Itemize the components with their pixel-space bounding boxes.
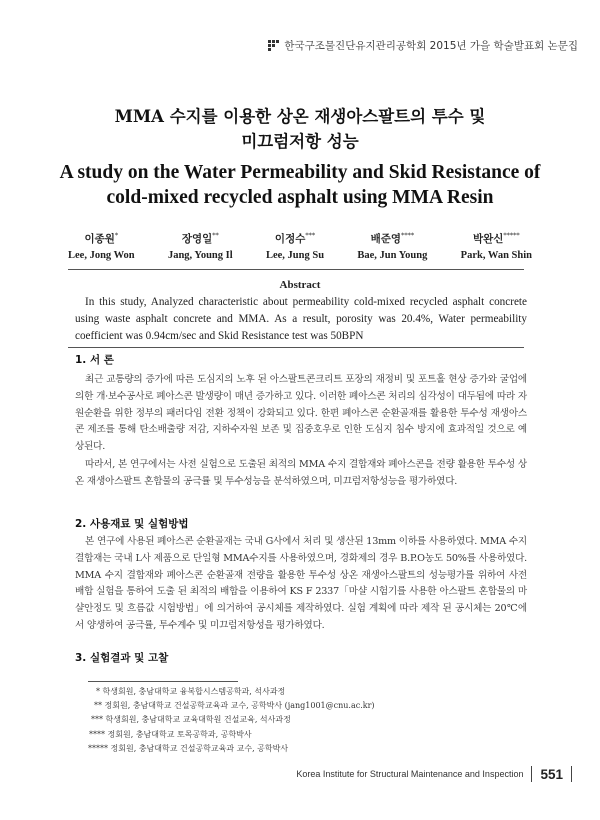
footnote bbox=[88, 699, 408, 713]
section-heading-materials-methods: 2. 사용재료 및 실험방법 bbox=[75, 518, 189, 530]
footnote-text: 학생회원, 충남대학교 교육대학원 건설교육, 석사과정 bbox=[105, 715, 291, 725]
footer-divider bbox=[571, 766, 572, 782]
paragraph: 본 연구에 사용된 폐아스콘 순환골재는 국내 G사에서 처리 및 생산된 13mm 이하를 사용하였다. MMA 수지 결합재는 국내 L사 제품으로 단일형 MMA수지를 사용하였으며, 경화제의 경우 B.P.O농도 50%를 사용하였다. MMA 수지 결합재와 폐아스콘 순환골재 전량을 활용한 투수성 상온 재생아스팔트의 성능평가를 위하여 사전 배합 실험을 통하여 도출 된 최적의 배합을 이용하여 KS F 2337「마샬 시험기를 사용한 아스팔트 혼합물의 마샬안정도 및 흐름값 시험방법」에 의거하여 공시체를 제작하였다. 실험 계획에 따라 제작 된 공시체는 20℃에서 양생하여 공극률, 투수계수 및 미끄럼저항성을 평가하였다. bbox=[75, 536, 527, 631]
paragraph: 따라서, 본 연구에서는 사전 실험으로 도출된 최적의 MMA 수지 결합재와 폐아스콘을 전량 활용한 투수성 상온 재생아스팔트 혼합물의 공극률 및 투수성능을 분석하였으며, 미끄럼저항성능을 평가하였다. bbox=[75, 459, 527, 487]
footer-institute: Korea Institute for Structural Maintenance and Inspection bbox=[296, 769, 524, 779]
section-heading-results: 3. 실험결과 및 고찰 bbox=[75, 652, 169, 664]
section-heading-introduction: 1. 서 론 bbox=[75, 354, 114, 366]
footnote bbox=[88, 685, 408, 699]
title-english-line-1: A study on the Water Permeability and Skid Resistance of bbox=[59, 162, 541, 183]
author-mark: *** bbox=[305, 231, 316, 240]
dots-logo-icon bbox=[268, 40, 280, 52]
author-name-en: Lee, Jung Su bbox=[265, 250, 325, 261]
author-name-ko: 이정수 bbox=[274, 233, 306, 245]
author bbox=[266, 231, 324, 261]
footnote bbox=[88, 728, 408, 742]
footnote-mark: * bbox=[96, 687, 100, 696]
footnote-mark: ***** bbox=[88, 743, 108, 753]
footnote-mark: ** bbox=[94, 701, 102, 711]
author-name-en: Bae, Jun Young bbox=[357, 250, 428, 261]
author-name-ko: 박완신 bbox=[472, 233, 504, 245]
footnote-text: 학생회원, 충남대학교 융복합시스템공학과, 석사과정 bbox=[102, 687, 286, 696]
author bbox=[168, 231, 233, 261]
abstract-divider bbox=[68, 347, 524, 348]
author-name-en: Lee, Jong Won bbox=[68, 250, 135, 261]
footnote-rule bbox=[88, 681, 238, 682]
footnote bbox=[88, 742, 408, 756]
footer-divider bbox=[531, 766, 532, 782]
author-name-en: Jang, Young Il bbox=[167, 250, 233, 261]
author bbox=[68, 231, 135, 261]
author-name-ko: 이종원 bbox=[84, 233, 115, 245]
author-mark: **** bbox=[401, 231, 415, 240]
paragraph: 최근 교통량의 증가에 따른 도심지의 노후 된 아스팔트콘크리트 포장의 재정비 및 포트홀 현상 증가와 굴업에 의한 개·보수공사로 폐아스콘 발생량이 매년 증가하고 있다. 이러한 폐아스콘 처리의 심각성이 대두됨에 따라 자원순환을 위한 정부의 패러다임 전환 정책이 강화되고 있다. 한편 폐아스콘 순환골재를 활용한 투수성 재생아스콘 제조를 통해 탄소배출량 저감, 지하수자원 보존 및 집중호우로 인한 도심지 침수 방지에 효과적일 것으로 예상된다. bbox=[75, 374, 527, 453]
author-divider bbox=[68, 269, 524, 270]
author-name-ko: 장영일 bbox=[181, 233, 213, 245]
footnote-text: 정회원, 충남대학교 건설공학교육과 교수, 공학박사 bbox=[110, 743, 289, 753]
footnote-mark: *** bbox=[91, 715, 103, 725]
footnote-text: 정회원, 충남대학교 토목공학과, 공학박사 bbox=[107, 729, 252, 739]
title-korean-line-1: MMA 수지를 이용한 상온 재생아스팔트의 투수 및 bbox=[114, 107, 486, 126]
footnote bbox=[88, 713, 408, 727]
author bbox=[461, 231, 532, 261]
author-mark: * bbox=[114, 231, 119, 240]
title-english-line-2: cold-mixed recycled asphalt using MMA Resin bbox=[106, 187, 494, 208]
abstract-body: In this study, Analyzed characteristic about permeability cold-mixed recycled asphalt concrete using waste asphalt concrete and MMA. As a result, porosity was 20.4%, Water permeability coefficient was 0.94cm/sec and Skid Resistance test was 50BPN bbox=[75, 296, 527, 342]
author bbox=[357, 231, 427, 261]
journal-name: 한국구조물진단유지관리공학회 2015년 가을 학술발표회 논문집 bbox=[284, 40, 578, 52]
page-number: 551 bbox=[540, 766, 563, 782]
author-list bbox=[68, 231, 532, 261]
author-name-en: Park, Wan Shin bbox=[460, 250, 532, 261]
author-mark: ** bbox=[212, 231, 219, 240]
author-mark: ***** bbox=[503, 231, 520, 240]
page-footer bbox=[296, 766, 572, 782]
title-korean-line-2: 미끄럼저항 성능 bbox=[241, 132, 359, 151]
abstract-heading: Abstract bbox=[279, 279, 321, 291]
running-header bbox=[268, 38, 578, 53]
author-name-ko: 배준영 bbox=[370, 233, 402, 245]
footnotes bbox=[88, 685, 408, 756]
footnote-mark: **** bbox=[89, 729, 105, 739]
footnote-text: 정회원, 충남대학교 건설공학교육과 교수, 공학박사 (jang1001@cnu.ac.kr) bbox=[104, 701, 375, 711]
